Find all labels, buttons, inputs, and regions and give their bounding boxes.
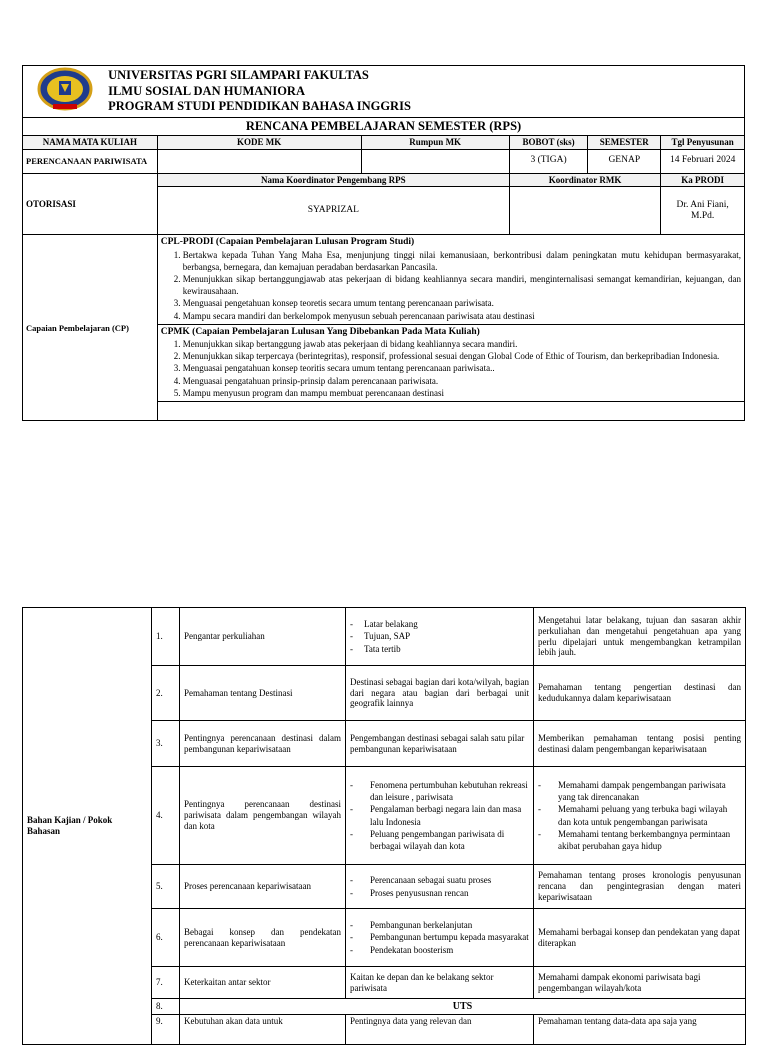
otorisasi-label: OTORISASI (23, 173, 158, 235)
cpl-prodi-list (161, 249, 741, 322)
cpmk-item: 2. Menunjukkan sikap terpercaya (berintegritas), responsif, professional sesuai dengan Global Code of Ethic of Tourism, dan berkepribadian Indonesia. (183, 350, 741, 362)
course-rumpun (361, 149, 509, 173)
cpmk-item: 3. Menguasai pengatahuan konsep teoritis secara umum tentang perencanaan pariwisata.. (183, 362, 741, 374)
row-content: Destinasi sebagai bagian dari kota/wilyah, bagian dari negara atau bagian dari berbagai unit geografik lainnya (346, 666, 534, 721)
row-number: 5. (152, 865, 180, 909)
row-topic: Kebutuhan akan data untuk (180, 1015, 346, 1045)
cp-label: Capaian Pembelajaran (CP) (23, 235, 158, 420)
row-outcome: Pemahaman tentang proses kronologis penyusunan rencana dan pengintegrasian dengan materi kepariwisataan (534, 865, 746, 909)
outcome-item: - Memahami dampak pengembangan pariwisata yang tak direncanakan (538, 779, 741, 803)
row-content: Kaitan ke depan dan ke belakang sektor pariwisata (346, 967, 534, 999)
cpmk-item: 5. Mampu menyusun program dan mampu membuat perencanaan destinasi (183, 387, 741, 399)
bahan-kajian-table (22, 607, 746, 1045)
row-number: 3. (152, 721, 180, 767)
row-content: Pengembangan destinasi sebagai salah satu pilar pembangunan kepariwisataan (346, 721, 534, 767)
cpmk-list (161, 338, 741, 399)
course-bobot: 3 (TIGA) (509, 149, 587, 173)
row-number: 2. (152, 666, 180, 721)
row-topic: Bebagai konsep dan pendekatan perencanaan kepariwisataan (180, 909, 346, 967)
row-number: 6. (152, 909, 180, 967)
col-nama-mk: NAMA MATA KULIAH (23, 135, 158, 149)
cpmk-item: 4. Menguasai pengatahuan prinsip-prinsip dalam perencanaan pariwisata. (183, 375, 741, 387)
col-bobot: BOBOT (sks) (509, 135, 587, 149)
row-outcome: Mengetahui latar belakang, tujuan dan sasaran akhir perkuliahan dan mengetahui pengetahuan apa yang perlu dipelajari untuk mengembangkan ketrampilan lebih jauh. (534, 608, 746, 666)
content-item: - Pembangunan berkelanjutan (350, 919, 529, 931)
row-topic: Pemahaman tentang Destinasi (180, 666, 346, 721)
kaprodi-label: Ka PRODI (661, 173, 745, 187)
university-line-2: ILMU SOSIAL DAN HUMANIORA (108, 83, 305, 98)
koordinator-rmk-label: Koordinator RMK (509, 173, 660, 187)
cpl-item: 3. Menguasai pengetahuan konsep teoretis secara umum tentang perencanaan pariwisata. (183, 297, 741, 309)
content-item: - Proses penyususnan rencan (350, 887, 529, 899)
content-list (350, 618, 529, 654)
content-item: - Pengalaman berbagi negara lain dan masa lalu Indonesia (350, 803, 529, 827)
outcome-item: - Memahami peluang yang terbuka bagi wilayah dan kota untuk pengembangan pariwisata (538, 803, 741, 827)
cpl-item: 1. Bertakwa kepada Tuhan Yang Maha Esa, menjunjung tinggi nilai kemanusiaan, berkontribusi dalam peningkatan mutu kehidupan bermasyarakat, berbangsa, bernegara, dan kemajuan peradaban berdasarkan Pancasila. (183, 249, 741, 273)
row-content: Pentingnya data yang relevan dan (346, 1015, 534, 1045)
row-topic: Keterkaitan antar sektor (180, 967, 346, 999)
cpl-item: 4. Mampu secara mandiri dan berkelompok menyusun sebuah perencanaan pariwisata atau destinasi (183, 310, 741, 322)
row-number: 9. (152, 1015, 180, 1045)
rps-header-table (22, 65, 745, 421)
university-name (106, 66, 744, 118)
content-item: - Fenomena pertumbuhan kebutuhan rekreasi dan leisure , pariwisata (350, 779, 529, 803)
content-item: - Peluang pengembangan pariwisata di berbagai wilayah dan kota (350, 828, 529, 852)
content-list (350, 874, 529, 898)
content-item: - Pendekatan boosterism (350, 944, 529, 956)
university-line-3: PROGRAM STUDI PENDIDIKAN BAHASA INGGRIS (108, 99, 411, 114)
cpl-prodi-section (157, 235, 744, 324)
row-content (346, 865, 534, 909)
row-content (346, 608, 534, 666)
university-logo (35, 67, 95, 111)
koordinator-rps-name: SYAPRIZAL (157, 187, 509, 235)
content-item: - Latar belakang (350, 618, 529, 630)
row-content (346, 909, 534, 967)
kaprodi-name: Dr. Ani Fiani, M.Pd. (661, 187, 745, 235)
row-outcome: Memahami berbagai konsep dan pendekatan yang dapat diterapkan (534, 909, 746, 967)
bahan-label: Bahan Kajian / Pokok Bahasan (23, 608, 152, 1045)
row-outcome: Memahami dampak ekonomi pariwisata bagi pengembangan wilayah/kota (534, 967, 746, 999)
content-item: - Perencanaan sebagai suatu proses (350, 874, 529, 886)
koordinator-rps-label: Nama Koordinator Pengembang RPS (157, 173, 509, 187)
cpl-item: 2. Menunjukkan sikap bertanggungjawab atas pekerjaan di bidang keahliannya secara mandiri, menginternalisasi semangat kemandirian, kejuangan, dan kewirausahaan. (183, 273, 741, 297)
content-list (350, 919, 529, 955)
row-topic: Proses perencanaan kepariwisataan (180, 865, 346, 909)
content-list (350, 779, 529, 852)
logo-cell (23, 66, 107, 118)
row-number: 4. (152, 767, 180, 865)
row-outcome: Memberikan pemahaman tentang posisi penting destinasi dalam pengembangan kepariwisataan (534, 721, 746, 767)
outcome-list (538, 779, 741, 852)
rps-title: RENCANA PEMBELAJARAN SEMESTER (RPS) (23, 117, 745, 135)
row-topic: Pentingnya perencanaan destinasi dalam pembangunan kepariwisataan (180, 721, 346, 767)
row-outcome (534, 767, 746, 865)
row-topic: Pentingnya perencanaan destinasi pariwisata dalam pengembangan wilayah dan kota (180, 767, 346, 865)
row-number: 7. (152, 967, 180, 999)
cpl-prodi-title: CPL-PRODI (Capaian Pembelajaran Lulusan Program Studi) (160, 237, 415, 248)
course-kode (157, 149, 361, 173)
outcome-item: - Memahami tentang berkembangnya permintaan akibat perubahan gaya hidup (538, 828, 741, 852)
row-outcome: Pemahaman tentang data-data apa saja yang (534, 1015, 746, 1045)
uts-label: UTS (180, 999, 746, 1015)
content-item: - Tujuan, SAP (350, 630, 529, 642)
col-tgl: Tgl Penyusunan (661, 135, 745, 149)
row-number: 8. (152, 999, 180, 1015)
row-number: 1. (152, 608, 180, 666)
course-semester: GENAP (588, 149, 661, 173)
cpmk-section (157, 324, 744, 401)
koordinator-rmk-name (509, 187, 660, 235)
row-content (346, 767, 534, 865)
col-kode-mk: KODE MK (157, 135, 361, 149)
empty-cell (157, 401, 744, 420)
content-item: - Pembangunan bertumpu kepada masyarakat (350, 931, 529, 943)
course-name: PERENCANAAN PARIWISATA (23, 149, 158, 173)
col-rumpun-mk: Rumpun MK (361, 135, 509, 149)
cpmk-title: CPMK (Capaian Pembelajaran Lulusan Yang Dibebankan Pada Mata Kuliah) (160, 326, 480, 337)
col-semester: SEMESTER (588, 135, 661, 149)
row-outcome: Pemahaman tentang pengertian destinasi dan kedudukannya dalam kepariwisataan (534, 666, 746, 721)
course-tgl: 14 Februari 2024 (661, 149, 745, 173)
university-line-1: UNIVERSITAS PGRI SILAMPARI FAKULTAS (108, 68, 369, 82)
content-item: - Tata tertib (350, 643, 529, 655)
row-topic: Pengantar perkuliahan (180, 608, 346, 666)
cpmk-item: 1. Menunjukkan sikap bertanggung jawab atas pekerjaan di bidang keahliannya secara mandiri. (183, 338, 741, 350)
